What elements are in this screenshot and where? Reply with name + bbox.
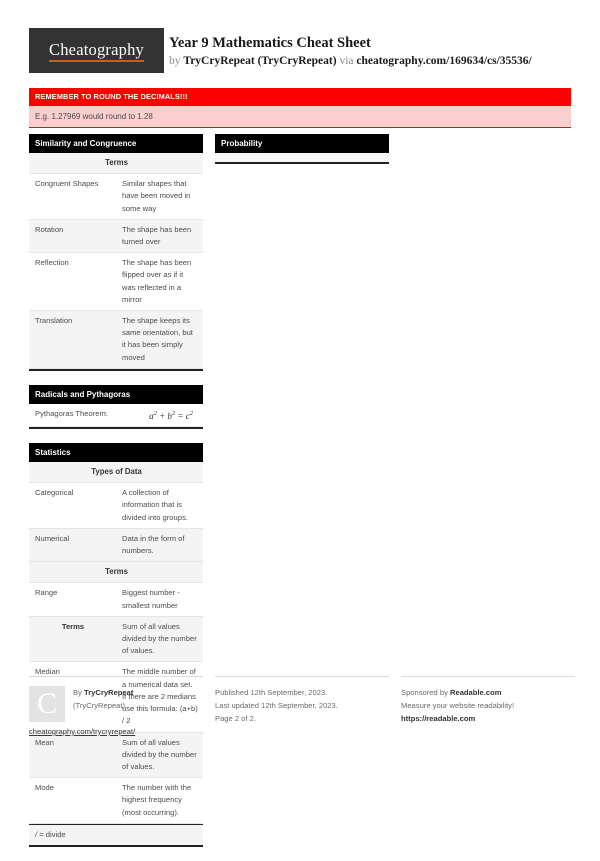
card-body-similarity [29,153,203,369]
page-footer [0,676,600,776]
row-key: Categorical [29,483,116,529]
author-meta [73,686,203,712]
published-date: Published 12th September, 2023. [215,688,328,697]
formula-a: a [149,410,154,421]
row-key: Numerical [29,528,116,561]
by-label: By [73,688,84,697]
byline [169,53,569,69]
row-key: Median [29,662,116,732]
table-row [29,219,203,252]
footer-author-column [29,676,203,738]
row-value: The shape keeps its same orientation, but it has been simply moved [116,311,203,369]
formula-equals-c: = c [175,410,190,421]
table-subheader [29,562,203,583]
author-name[interactable]: TryCryRepeat [83,688,134,697]
row-value: Sum of all values divided by the number of values. [116,616,203,662]
row-key: Rotation [29,219,116,252]
row-key: Congruent Shapes [29,174,116,220]
table-subheader [29,462,203,483]
card-statistics [29,443,203,847]
alert-heading: REMEMBER TO ROUND THE DECIMALS!!! [29,88,571,106]
author-line [73,686,203,699]
row-key: Mean [29,732,116,778]
formula-plus-b: + b [156,410,172,421]
subheader-terms: Terms [29,153,203,174]
card-body-probability [215,153,389,162]
author-handle: (TryCryRepeat) [73,701,126,710]
row-value: Biggest number - smallest number [116,583,203,616]
table-row [29,616,203,662]
card-similarity-and-congruence [29,134,203,371]
formula-exp-2: 2 [171,409,176,417]
formula-exp-3: 2 [189,409,193,417]
page-number: Page 2 of 2. [215,714,256,723]
card-body-statistics [29,462,203,845]
row-key: Translation [29,311,116,369]
avatar: C [29,686,65,722]
byline-author[interactable]: TryCryRepeat (TryCryRepeat) [183,55,337,67]
updated-date: Last updated 12th September, 2023. [215,701,338,710]
row-key: Pythagoras Theorem: [29,404,118,427]
sponsor-link[interactable]: https://readable.com [401,714,476,723]
formula-exp-1: 2 [153,409,157,417]
logo-text: Cheatography [49,40,144,62]
table-row [29,778,203,824]
row-value: The number with the highest frequency (most occurring). [116,778,203,824]
row-value: The shape has been turned over [116,219,203,252]
table-subheader [29,153,203,174]
similarity-table [29,153,203,369]
row-key: Range [29,583,116,616]
footer-sponsor-column [401,676,575,725]
row-value: Sum of all values divided by the number of values. [116,732,203,778]
card-probability [215,134,389,164]
footer-publish-column [215,676,389,725]
cheatography-logo[interactable] [29,28,164,73]
card-title-probability: Probability [215,134,389,153]
sponsor-name[interactable]: Readable.com [449,688,502,697]
radicals-table [29,404,203,427]
row-value: Data in the form of numbers. [116,528,203,561]
statistics-note [29,824,203,845]
row-key: Reflection [29,253,116,311]
card-body-radicals [29,404,203,427]
table-row [29,528,203,561]
column-2 [215,134,389,178]
table-row [29,253,203,311]
card-title-statistics: Statistics [29,443,203,462]
title-block [169,34,569,69]
row-key: Mode [29,778,116,824]
row-value: Similar shapes that have been moved in some way [116,174,203,220]
card-title-similarity: Similarity and Congruence [29,134,203,153]
sponsor-tagline: Measure your website readability! [401,701,515,710]
sponsor-prefix: Sponsored by [401,688,450,697]
row-value: The middle number of a numerical data set. If there are 2 medians use this formula: (a+b) / 2 [116,662,203,732]
author-profile-link[interactable]: cheatography.com/trycryrepeat/ [29,727,136,736]
page-title: Year 9 Mathematics Cheat Sheet [169,35,371,51]
table-row [29,311,203,369]
note-symbol: / [35,829,38,839]
row-value: A collection of information that is divided into groups. [116,483,203,529]
table-row [29,583,203,616]
byline-url[interactable]: cheatography.com/169634/cs/35536/ [356,55,532,67]
byline-via: via [336,55,357,67]
subheader-terms: Terms [29,562,203,583]
byline-prefix: by [169,55,184,67]
table-row [29,404,203,427]
page-header [29,28,571,76]
alert-body: E.g. 1.27969 would round to 1.28 [29,106,571,128]
card-title-radicals: Radicals and Pythagoras [29,385,203,404]
note-text: = divide [37,829,66,839]
row-key: Terms [29,616,116,662]
subheader-types-of-data: Types of Data [29,462,203,483]
table-row [29,483,203,529]
row-value: The shape has been flipped over as if it was reflected in a mirror [116,253,203,311]
card-radicals-and-pythagoras [29,385,203,429]
alert-banner [29,88,571,128]
table-row [29,174,203,220]
pythagoras-formula [118,404,203,427]
sponsor-line [401,686,575,699]
